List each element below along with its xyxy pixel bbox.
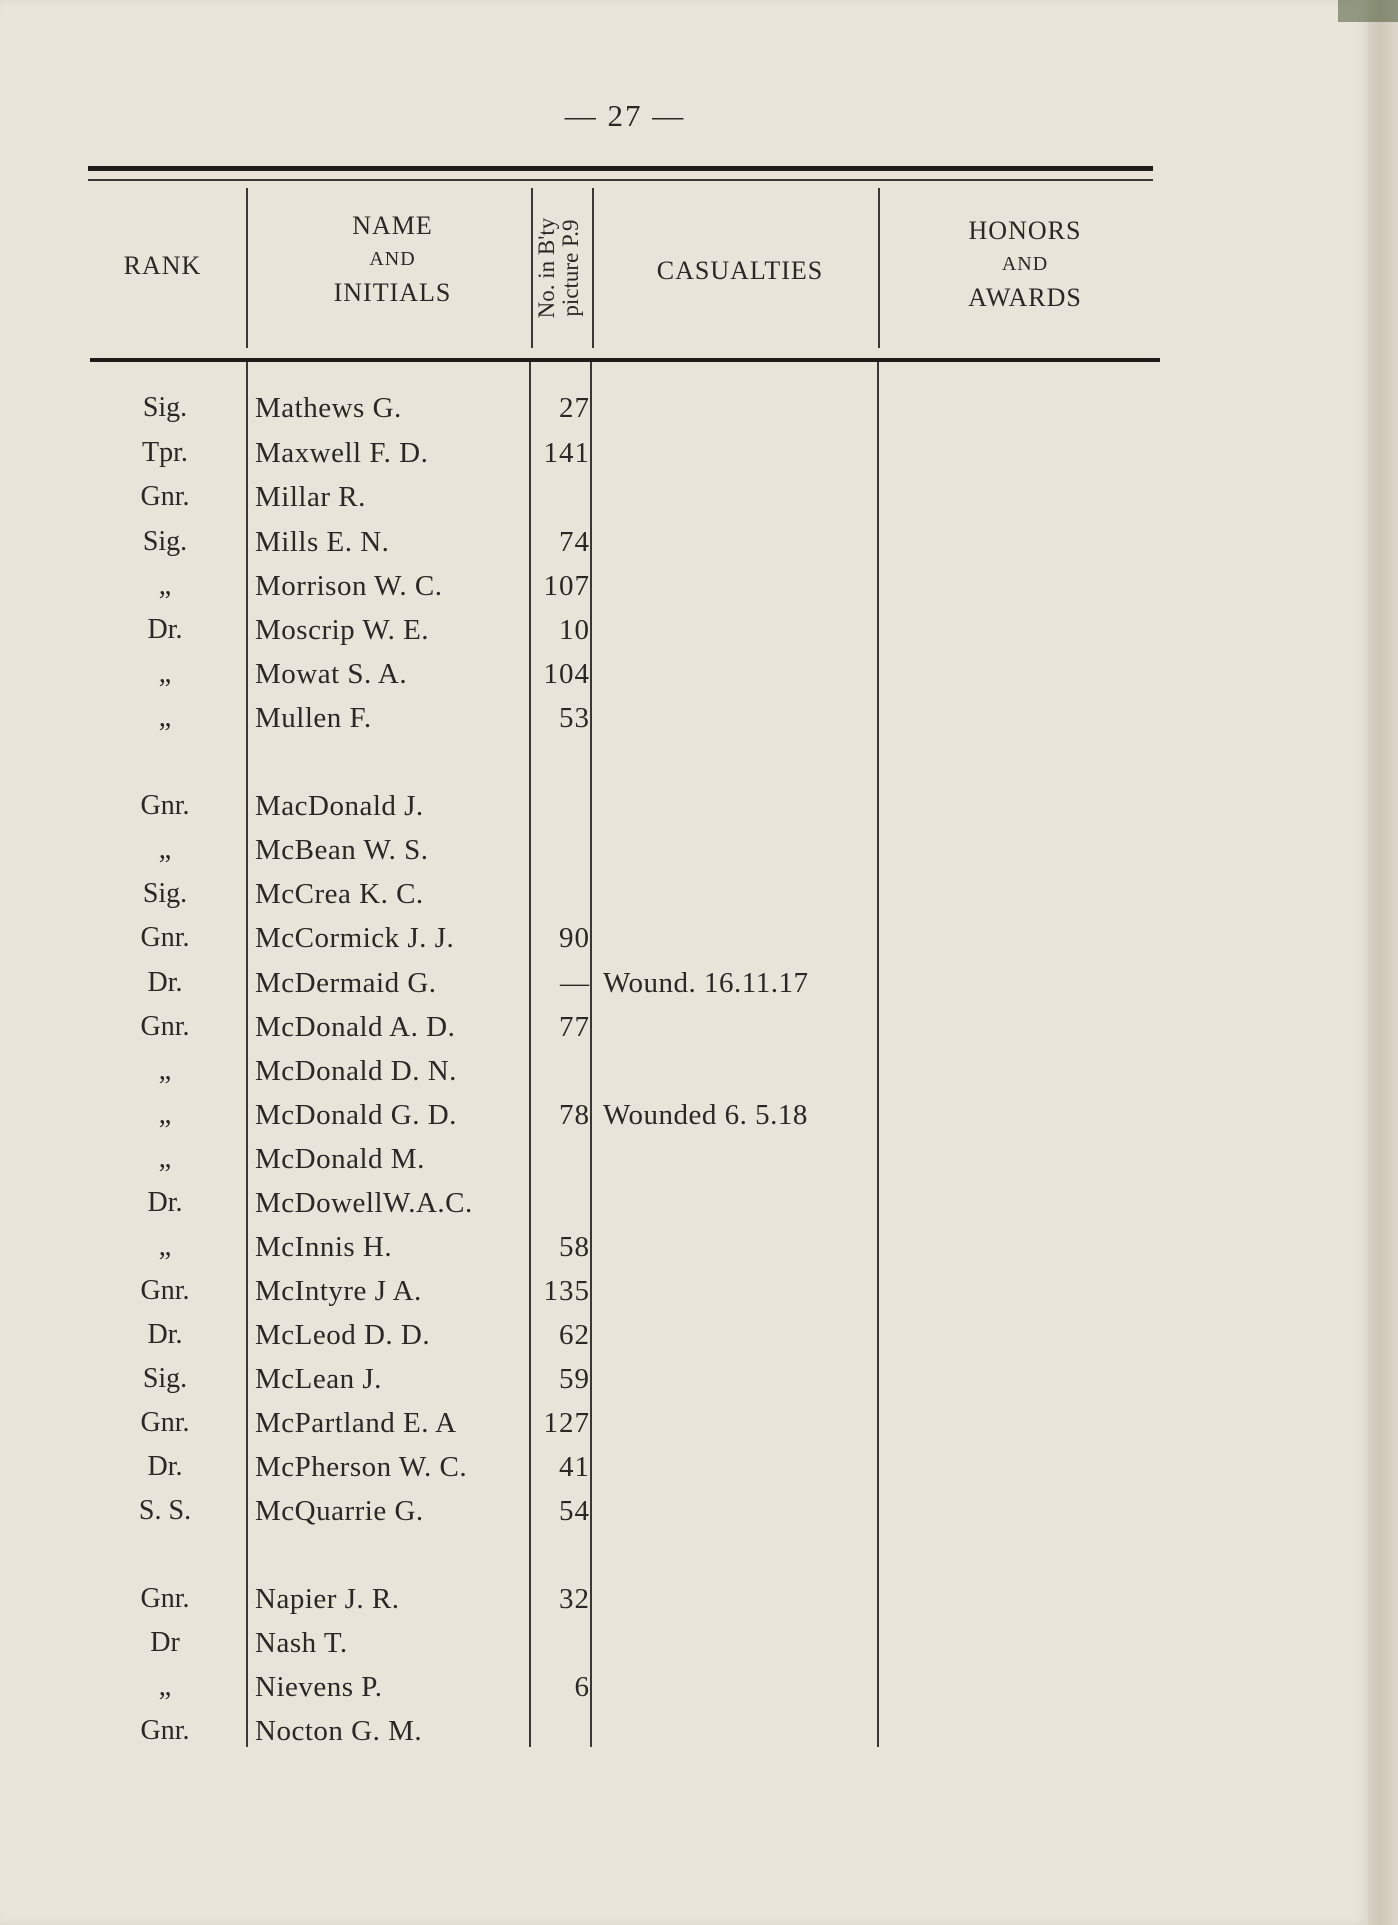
rank-cell: Gnr. [140,481,190,512]
rank-cell: Dr. [147,1451,183,1482]
number-cell: 62 [559,1319,590,1351]
name-header-line3: INITIALS [333,278,452,308]
number-cell: 32 [559,1583,590,1615]
number-cell: — [560,967,590,999]
table-row [0,1451,1370,1495]
number-cell: 59 [559,1363,590,1395]
rank-cell: Dr. [147,1187,183,1218]
rank-cell: Gnr. [140,922,190,953]
rank-cell: Sig. [142,392,188,423]
table-row [0,1187,1370,1231]
name-cell: McIntyre J A. [255,1275,422,1307]
rank-cell: „ [158,570,172,601]
page-edge [1368,0,1398,1925]
header-col-sep-4 [878,188,880,348]
number-cell: 27 [559,392,590,424]
number-cell: 107 [543,570,590,602]
number-cell: 74 [559,526,590,558]
header-bottom-rule [90,358,1160,362]
table-row [0,1011,1370,1055]
top-rule-thin [88,179,1153,181]
casualties-header: CASUALTIES [656,256,824,285]
rank-cell: „ [158,1099,172,1130]
table-row [0,1627,1370,1671]
number-header [534,188,584,348]
rank-cell: Tpr. [142,437,188,468]
cover-edge [1338,0,1398,22]
name-cell: McLean J. [255,1363,382,1395]
name-cell: McInnis H. [255,1231,393,1263]
table-row [0,790,1370,834]
number-cell: 127 [543,1407,590,1439]
table-row [0,1495,1370,1539]
table-row [0,1055,1370,1099]
rank-cell: „ [158,1055,172,1086]
name-cell: Mills E. N. [255,526,390,558]
rank-cell: Sig. [142,1363,188,1394]
name-cell: McDermaid G. [255,967,437,999]
honors-header-line1: HONORS [968,216,1082,245]
number-cell: 90 [559,922,590,954]
number-cell: 78 [559,1099,590,1131]
table-row [0,658,1370,702]
table-row [0,437,1370,481]
table-row [0,1099,1370,1143]
table-row [0,1275,1370,1319]
name-header-line1: NAME [352,211,433,240]
header-col-sep-1 [246,188,248,348]
name-header [250,210,535,308]
name-cell: McDonald A. D. [255,1011,456,1043]
rank-cell: Sig. [142,878,188,909]
table-row [0,1671,1370,1715]
table-row [0,1143,1370,1187]
name-cell: Mullen F. [255,702,372,734]
table-row [0,1715,1370,1759]
name-cell: McPherson W. C. [255,1451,468,1483]
honors-header-line2: AND [1001,253,1049,276]
name-cell: McDowellW.A.C. [255,1187,473,1219]
number-cell: 10 [559,614,590,646]
number-cell: 58 [559,1231,590,1263]
honors-header-line3: AWARDS [968,283,1082,313]
table-row [0,1319,1370,1363]
header-col-sep-2 [531,188,533,348]
table-row [0,570,1370,614]
name-cell: Maxwell F. D. [255,437,429,469]
name-cell: Moscrip W. E. [255,614,430,646]
table-row [0,967,1370,1011]
page-number: — 27 — [564,98,686,133]
rank-cell: Dr. [147,967,183,998]
rank-cell: Gnr. [140,1715,190,1746]
name-cell: McDonald G. D. [255,1099,457,1131]
rank-cell: Gnr. [140,1583,190,1614]
number-cell: 53 [559,702,590,734]
table-row [0,526,1370,570]
name-cell: McCrea K. C. [255,878,424,910]
table-row [0,392,1370,436]
number-cell: 104 [543,658,590,690]
name-cell: McBean W. S. [255,834,429,866]
rank-cell: Sig. [142,526,188,557]
number-cell: 135 [543,1275,590,1307]
name-cell: Mowat S. A. [255,658,408,690]
rank-header: RANK [123,251,202,280]
name-cell: McDonald D. N. [255,1055,457,1087]
rank-cell: „ [158,702,172,733]
rank-cell: „ [158,658,172,689]
rank-cell: Gnr. [140,1407,190,1438]
table-row [0,834,1370,878]
name-cell: Millar R. [255,481,366,513]
name-cell: Morrison W. C. [255,570,443,602]
top-rule-thick [88,166,1153,171]
honors-header [885,215,1165,313]
name-cell: Napier J. R. [255,1583,400,1615]
rank-cell: „ [158,1143,172,1174]
name-cell: MacDonald J. [255,790,424,822]
rank-cell: „ [158,1671,172,1702]
table-row [0,1407,1370,1451]
name-cell: McCormick J. J. [255,922,455,954]
number-header-line1: No. in B'ty [533,217,559,319]
table-row [0,922,1370,966]
number-cell: 141 [543,437,590,469]
table-row [0,614,1370,658]
table-row [0,1583,1370,1627]
table-row [0,878,1370,922]
number-cell: 41 [559,1451,590,1483]
name-cell: Nievens P. [255,1671,383,1703]
header-col-sep-3 [592,188,594,348]
name-cell: McLeod D. D. [255,1319,431,1351]
name-cell: McQuarrie G. [255,1495,424,1527]
table-row [0,1231,1370,1275]
number-cell: 54 [559,1495,590,1527]
table-row [0,702,1370,746]
rank-cell: „ [158,834,172,865]
name-cell: Nocton G. M. [255,1715,423,1747]
name-cell: Nash T. [255,1627,348,1659]
rank-cell: Gnr. [140,1011,190,1042]
rank-cell: Dr. [147,1319,183,1350]
rank-cell: „ [158,1231,172,1262]
table-row [0,481,1370,525]
number-cell: 6 [574,1671,590,1703]
table-row [0,1363,1370,1407]
name-cell: Mathews G. [255,392,402,424]
casualty-cell: Wounded 6. 5.18 [603,1099,808,1131]
rank-cell: S. S. [138,1495,192,1526]
name-cell: McPartland E. A [255,1407,457,1439]
rank-cell: Gnr. [140,1275,190,1306]
rank-cell: Dr. [147,614,183,645]
number-cell: 77 [559,1011,590,1043]
number-header-line2: picture P.9 [558,219,583,317]
rank-cell: Gnr. [140,790,190,821]
name-cell: McDonald M. [255,1143,425,1175]
casualty-cell: Wound. 16.11.17 [603,967,809,999]
rank-cell: Dr [150,1627,180,1658]
name-header-line2: AND [369,248,416,271]
